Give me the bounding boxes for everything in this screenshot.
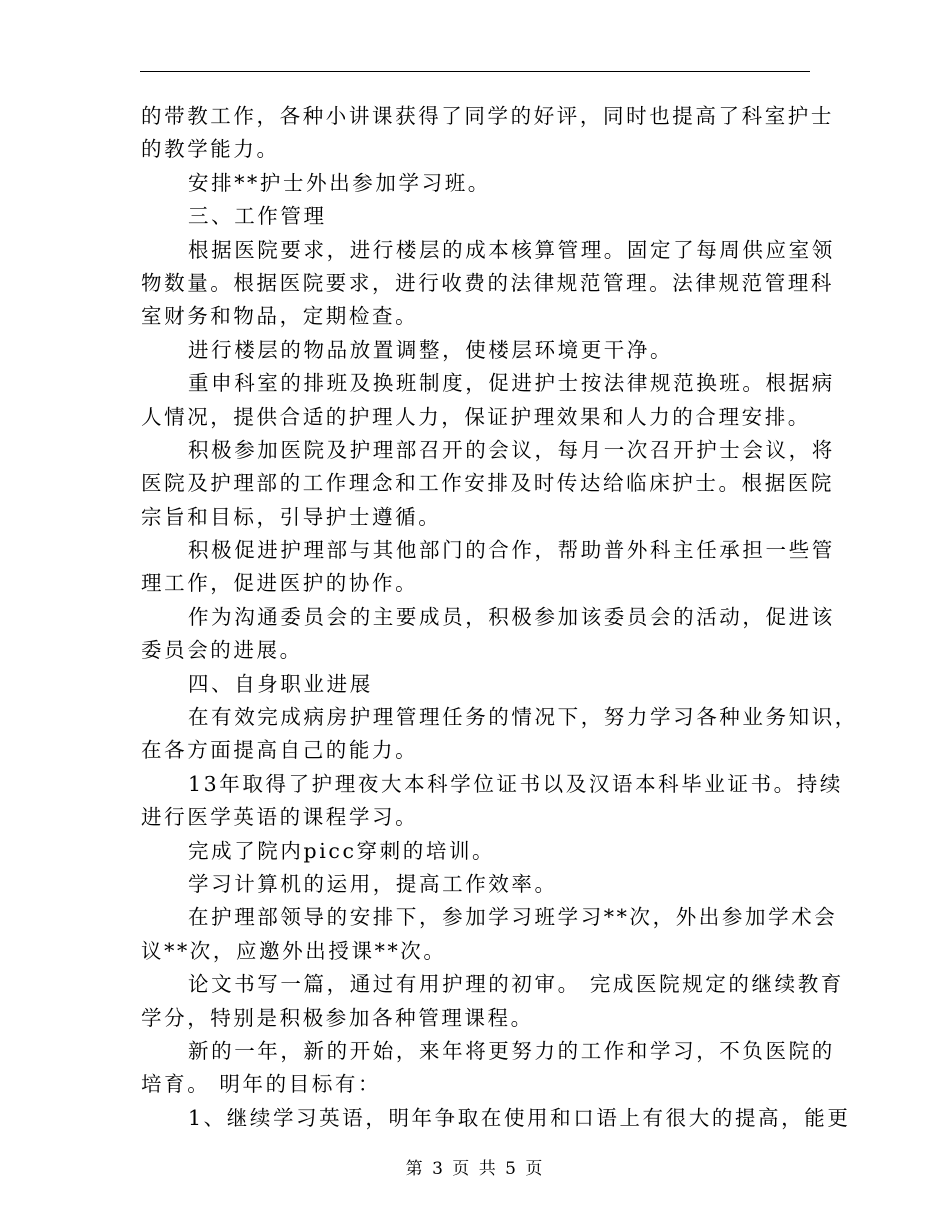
text-line: 学分，特别是积极参加各种管理课程。 [141,1005,534,1030]
text-line: 积极促进护理部与其他部门的合作，帮助普外科主任承担一些管 [188,538,835,563]
text-line: 论文书写一篇，通过有用护理的初审。 完成医院规定的继续教育 [188,972,844,997]
text-line: 议**次，应邀外出授课**次。 [141,938,447,963]
text-line: 人情况，提供合适的护理人力，保证护理效果和人力的合理安排。 [141,404,811,429]
text-line: 进行医学英语的课程学习。 [141,805,419,830]
text-line: 13年取得了护理夜大本科学位证书以及汉语本科毕业证书。持续 [188,771,843,796]
text-line: 的教学能力。 [141,137,280,162]
text-line: 根据医院要求，进行楼层的成本核算管理。固定了每周供应室领 [188,237,835,262]
text-line: 完成了院内picc穿刺的培训。 [188,838,496,863]
text-line: 1、继续学习英语，明年争取在使用和口语上有很大的提高，能更 [188,1105,851,1130]
document-body [141,100,858,1135]
text-line: 三、工作管理 [188,204,327,229]
text-line: 物数量。根据医院要求，进行收费的法律规范管理。法律规范管理科 [141,270,834,295]
text-line: 四、自身职业进展 [188,671,373,696]
text-line: 在护理部领导的安排下，参加学习班学习**次，外出参加学术会 [188,905,838,930]
text-line: 的带教工作，各种小讲课获得了同学的好评，同时也提高了科室护士 [141,104,834,128]
text-line: 学习计算机的运用，提高工作效率。 [188,871,558,896]
text-line: 在各方面提高自己的能力。 [141,738,419,763]
text-line: 安排**护士外出参加学习班。 [188,170,491,195]
text-line: 室财务和物品，定期检查。 [141,304,419,329]
text-line: 医院及护理部的工作理念和工作安排及时传达给临床护士。根据医院 [141,471,834,496]
text-line: 培育。 明年的目标有： [141,1072,382,1097]
text-line: 进行楼层的物品放置调整，使楼层环境更干净。 [188,337,674,362]
text-line: 理工作，促进医护的协作。 [141,571,419,596]
text-line: 积极参加医院及护理部召开的会议，每月一次召开护士会议，将 [188,437,835,462]
text-line: 重申科室的排班及换班制度，促进护士按法律规范换班。根据病 [188,371,835,396]
header-rule [140,71,810,72]
page-footer: 第 3 页 共 5 页 [405,1159,545,1179]
text-line: 在有效完成病房护理管理任务的情况下，努力学习各种业务知识， [188,705,858,730]
text-line: 新的一年，新的开始，来年将更努力的工作和学习，不负医院的 [188,1038,835,1063]
text-line: 宗旨和目标，引导护士遵循。 [141,504,442,529]
text-line: 委员会的进展。 [141,638,303,663]
text-line: 作为沟通委员会的主要成员，积极参加该委员会的活动，促进该 [188,604,835,629]
